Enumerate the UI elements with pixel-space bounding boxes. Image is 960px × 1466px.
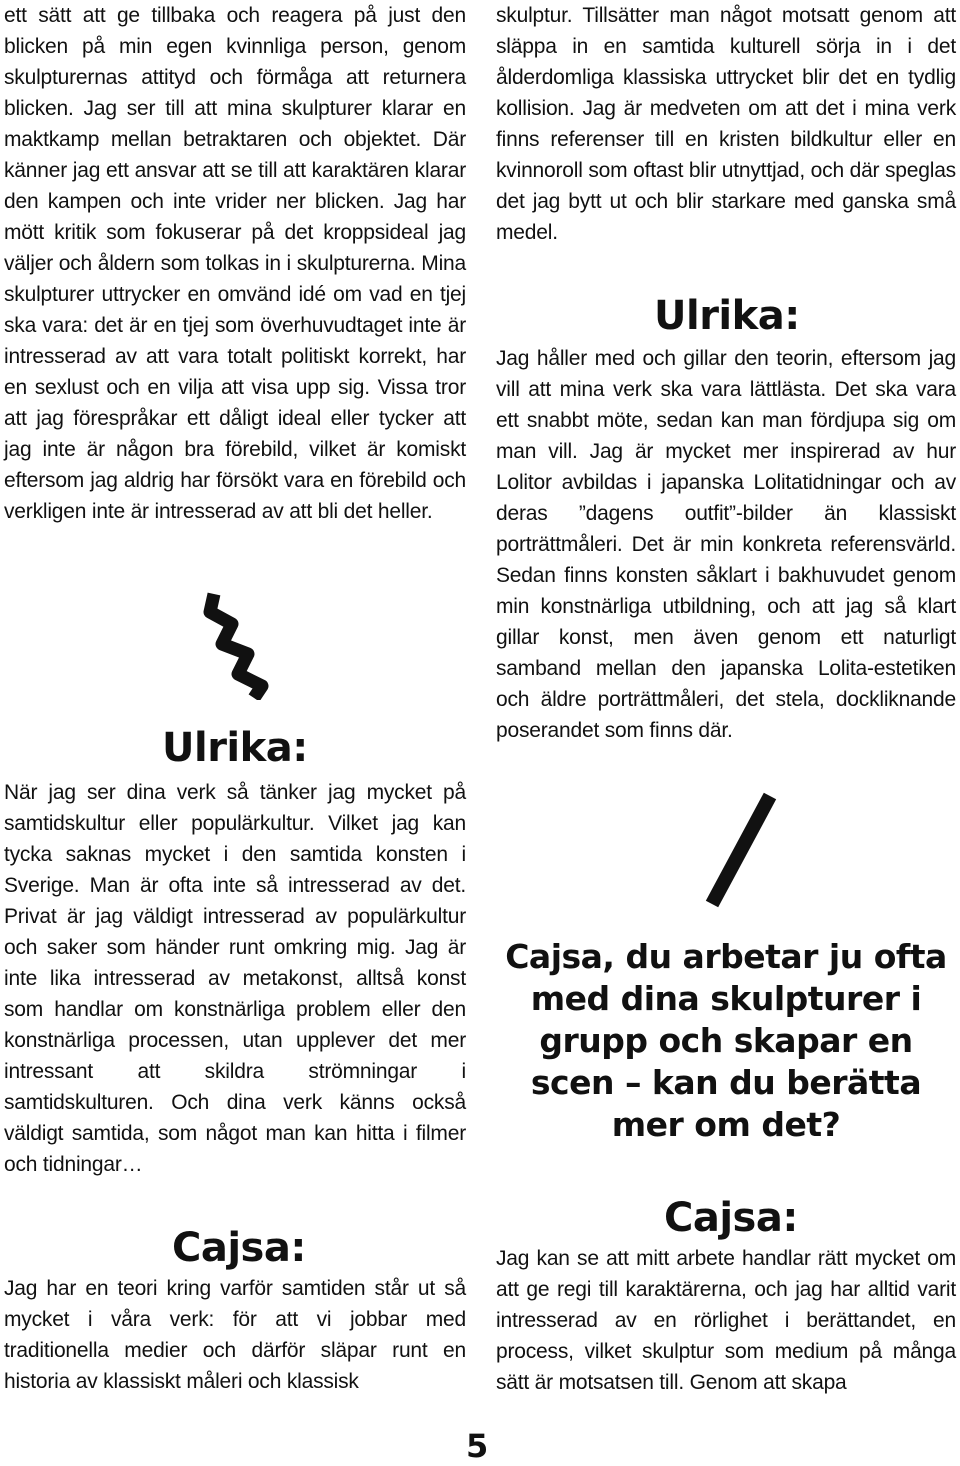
continuation-paragraph: skulptur. Tillsätter man något motsatt genom att släppa in en samtida kulturell sörja in i det ålderdomliga klassiska uttrycket blir det en tydlig kollision. Jag är medveten om att det i mina verk finns referenser till en kristen bildkultur eller en kvinnoroll som oftast blir utnyttjad, och där speglas det jag bytt ut och blir starkare med ganska små medel. [496, 4, 956, 244]
ulrika-paragraph: Jag håller med och gillar den teorin, eftersom jag vill att mina verk ska vara lättlästa. Det ska vara ett snabbt möte, sedan kan man fördjupa sig om man vill. Jag är mycket mer inspirerad av hur Lolitor avbildas i japanska Lolitatidningar och av deras ”dagens outfit”-bilder än klassiskt porträttmåleri. Det är min konkreta referensvärld. Sedan finns konsten såklart i bakhuvudet genom min konstnärliga utbildning, och att jag så klart gillar konst, men även genom ett naturligt samband mellan den japanska Lolita-estetiken och äldre porträttmåleri, det stela, dockliknande poserandet som finns där. [496, 347, 956, 742]
slash-divider [696, 790, 786, 910]
cajsa-paragraph: Jag har en teori kring varför samtiden står ut så mycket i våra verk: för att vi jobbar med traditionella medier och därför släpar runt en historia av klassiskt måleri och klassisk [4, 1277, 466, 1393]
cajsa-label: Cajsa: [172, 1225, 306, 1271]
ulrika-paragraph: När jag ser dina verk så tänker jag mycket på samtidskultur eller populärkultur. Vilket jag kan tycka saknas mycket i den samtida konsten i Sverige. Man är ofta inte så intresserad av det. Privat är jag väldigt intresserad av populärkultur och saker som händer runt omkring mig. Jag är inte lika intresserad av metakonst, alltså konst som handlar om konstnärliga problem eller den konstnärliga processen, utan upplever det mer intressant att skildra strömningar i samtidskulturen. Och dina verk känns också väldigt samtida, som något man kan hitta i filmer och tidningar… [4, 781, 466, 1176]
cajsa-paragraph: Jag kan se att mitt arbete handlar rätt mycket om att ge regi till karaktärerna, och jag har alltid varit intresserad av en rörlighet i berättandet, en process, vilket skulptur som medium på många sätt är motsatsen till. Genom att skapa [496, 1247, 956, 1394]
wavy-divider [200, 590, 280, 700]
page-number: 5 [466, 1427, 489, 1465]
interview-question: Cajsa, du arbetar ju ofta med dina skulpturer i grupp och skapar en scen – kan du berätta mer om det? [505, 937, 947, 1144]
right-column [496, 0, 956, 1394]
left-column [4, 0, 466, 1393]
cajsa-label: Cajsa: [664, 1195, 798, 1241]
ulrika-label: Ulrika: [654, 293, 800, 339]
intro-paragraph: ett sätt att ge tillbaka och reagera på just den blicken på min egen kvinnliga person, genom skulpturernas attityd och förmåga att returnera blicken. Jag ser till att mina skulpturer klarar en maktkamp mellan betraktaren och objektet. Där känner jag ett ansvar att se till att karaktären klarar den kampen och inte vrider ner blicken. Jag har mött kritik som fokuserar på det kroppsideal jag väljer och åldern som tolkas in i skulpturerna. Mina skulpturer uttrycker en omvänd idé om vad en tjej ska vara: det är en tjej som överhuvudtaget inte är intresserad av att vara totalt politiskt korrekt, har en sexlust och en vilja att visa upp sig. Vissa tror att jag förespråkar ett dåligt ideal eller tycker att jag inte är någon bra förebild, vilket är komiskt eftersom jag aldrig har försökt vara en förebild och verkligen inte är intresserad av att bli det heller. [4, 4, 466, 523]
ulrika-label: Ulrika: [162, 725, 308, 771]
